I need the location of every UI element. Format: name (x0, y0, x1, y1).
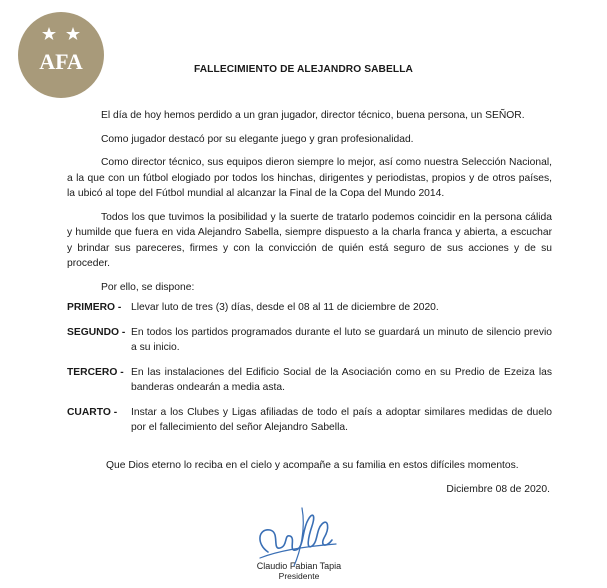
item-label: CUARTO - (67, 406, 118, 418)
afa-crest-icon (18, 12, 104, 98)
item-text: Llevar luto de tres (3) días, desde el 08 al 11 de diciembre de 2020. (131, 302, 439, 313)
resolution-item (67, 300, 552, 316)
signer-name: Claudio Fabian Tapia (256, 561, 342, 571)
item-text: En todos los partidos programados durante el luto se guardará un minuto de silencio previo a su inicio. (131, 326, 552, 353)
paragraph: Como director técnico, sus equipos dieron siempre lo mejor, así como nuestra Selección Nacional, a la que con un fútbol elogiado por todos los hinchas, dirigentes y periodistas, propios y de otros países, la ubicó al tope del Fútbol mundial al alcanzar la Final de la Copa del Mundo 2014. (67, 157, 552, 199)
item-text: En las instalaciones del Edificio Social de la Asociación como en su Predio de Ezeiza las banderas ondearán a media asta. (131, 366, 552, 393)
item-label: SEGUNDO - (67, 326, 126, 338)
resolution-list (67, 300, 552, 445)
document-date: Diciembre 08 de 2020. (446, 484, 550, 495)
star-icon (66, 27, 80, 40)
paragraph: Por ello, se dispone: (101, 281, 195, 293)
star-icon (42, 27, 56, 40)
resolution-item (67, 365, 552, 396)
page-title: FALLECIMIENTO DE ALEJANDRO SABELLA (193, 64, 414, 75)
paragraph: El día de hoy hemos perdido a un gran jugador, director técnico, buena persona, un SEÑOR. (101, 110, 525, 121)
resolution-item (67, 325, 552, 356)
paragraph: Como jugador destacó por su elegante juego y gran profesionalidad. (101, 133, 414, 145)
signer-role: Presidente (278, 571, 320, 581)
paragraph: Todos los que tuvimos la posibilidad y la suerte de tratarlo podemos coincidir en la persona cálida y humilde que fuera en vida Alejandro Sabella, siempre dispuesto a la charla franca y abierta, a escuchar y brindar sus pareceres, firmes y con la convicción de quién está seguro de sus acciones y de su proceder. (67, 211, 552, 269)
signature-icon (250, 500, 342, 570)
closing-line: Que Dios eterno lo reciba en el cielo y acompañe a su familia en estos difíciles momentos. (106, 460, 519, 471)
item-label: PRIMERO - (67, 302, 122, 313)
afa-logo (18, 12, 104, 98)
logo-lettering: AFA (39, 49, 83, 74)
item-text: Instar a los Clubes y Ligas afiliadas de todo el país a adoptar similares medidas de duelo por el fallecimiento del señor Alejandro Sabella. (131, 406, 552, 433)
document-body (67, 108, 552, 303)
item-label: TERCERO - (67, 366, 124, 378)
resolution-item (67, 405, 552, 436)
